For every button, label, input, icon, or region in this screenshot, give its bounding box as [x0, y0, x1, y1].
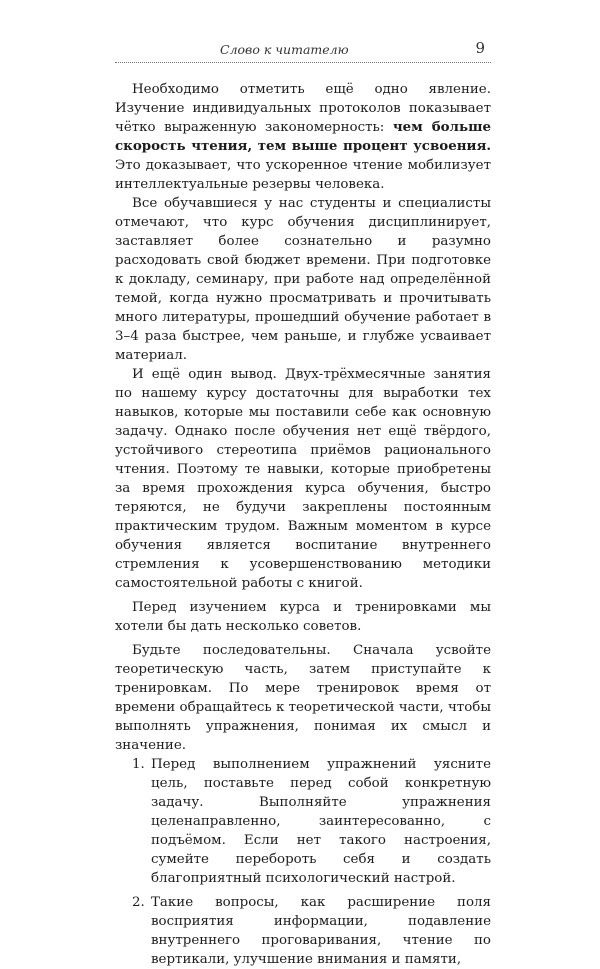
list-item-text: Такие вопросы, как расширение поля восприятия информации, подавление внутреннего проговаривания, чтение по вертикали, улучшение внимания и памяти,	[151, 895, 491, 967]
page-header	[115, 36, 491, 63]
list-item-text: Перед выполнением упражнений уясните цель, поставьте перед собой конкретную задачу. Выполняйте упражнения целенаправленно, заинтересованно, с подъёмом. Если нет такого настроения, сумейте перебороть себя и создать благоприятный психологический настрой.	[151, 757, 491, 886]
paragraph-1-text-b: Это доказывает, что ускоренное чтение мобилизует интеллектуальные резервы человека.	[115, 158, 491, 192]
paragraph-1-text-a: Необходимо отметить ещё одно явление. Изучение индивидуальных протоколов показывает чётко выраженную закономерность:	[115, 82, 491, 135]
paragraph-5: Будьте последовательны. Сначала усвойте теоретическую часть, затем приступайте к тренировкам. По мере тренировок время от времени обращайтесь к теоретической части, чтобы выполнять упражнения, понимая их смысл и значение.	[115, 643, 491, 753]
list-item	[115, 893, 491, 969]
page-number: 9	[475, 39, 485, 57]
list-item-number: 2.	[132, 895, 145, 910]
paragraph-2: Все обучавшиеся у нас студенты и специалисты отмечают, что курс обучения дисциплинирует, заставляет более сознательно и разумно расходовать свой бюджет времени. При подготовке к докладу, семинару, при работе над определённой темой, когда нужно просматривать и прочитывать много литературы, прошедший обучение работает в 3–4 раза быстрее, чем раньше, и глубже усваивает материал.	[115, 196, 491, 363]
page-body	[115, 80, 491, 969]
paragraph-1	[115, 80, 491, 194]
running-title: Слово к читателю	[220, 42, 349, 57]
paragraph-4: Перед изучением курса и тренировками мы хотели бы дать несколько советов.	[115, 600, 491, 634]
list-item	[115, 755, 491, 888]
bold-emphasis: чем больше скорость чтения, тем выше процент усвоения.	[115, 119, 491, 154]
paragraph-3: И ещё один вывод. Двух-трёхмесячные занятия по нашему курсу достаточны для выработки тех навыков, которые мы поставили себе как основную задачу. Однако после обучения нет ещё твёрдого, устойчивого стереотипа приёмов рационального чтения. Поэтому те навыки, которые приобретены за время прохождения курса обучения, быстро теряются, не будучи закреплены постоянным практическим трудом. Важным моментом в курсе обучения является воспитание внутреннего стремления к усовершенствованию методики самостоятельной работы с книгой.	[115, 367, 491, 591]
list-item-number: 1.	[132, 757, 145, 772]
advice-list	[115, 755, 491, 969]
